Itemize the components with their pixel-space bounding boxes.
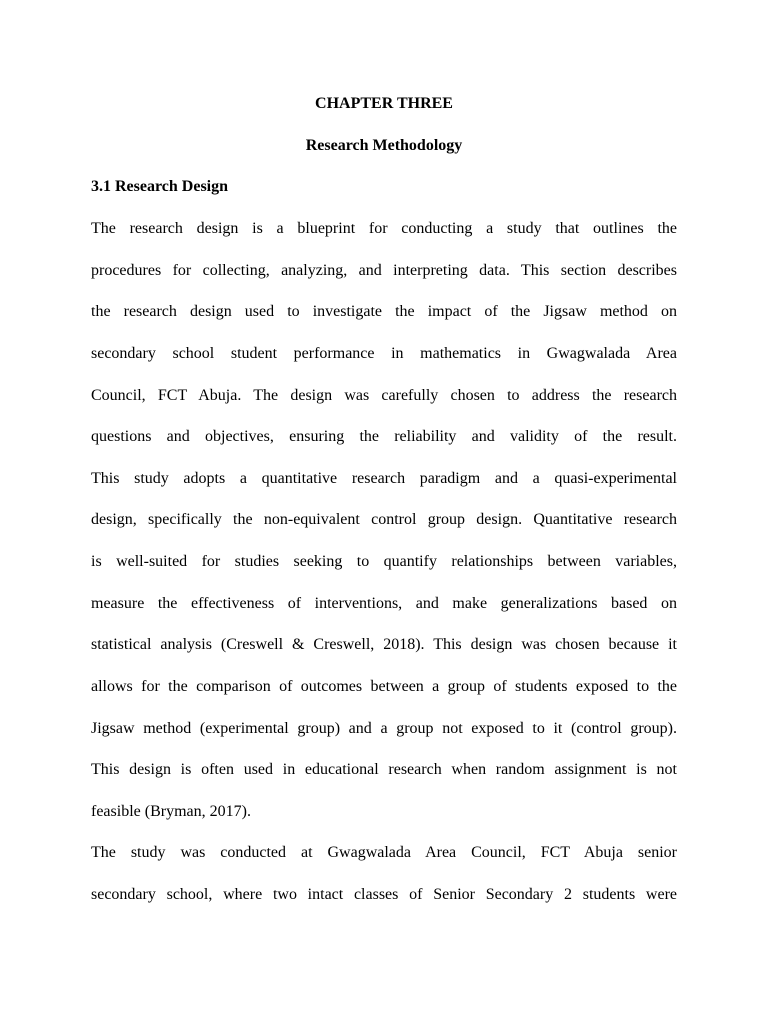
paragraph-line: The research design is a blueprint for conducting a study that outlines the [91,220,677,237]
paragraph-line: feasible (Bryman, 2017). [91,803,251,820]
paragraph-line: design, specifically the non-equivalent control group design. Quantitative research [91,511,677,528]
paragraph-line: Council, FCT Abuja. The design was carefully chosen to address the research [91,387,677,404]
paragraph-line: procedures for collecting, analyzing, and interpreting data. This section describes [91,262,677,279]
paragraph-line: the research design used to investigate the impact of the Jigsaw method on [91,303,677,320]
paragraph-line: measure the effectiveness of interventions, and make generalizations based on [91,595,677,612]
paragraph-line: secondary school, where two intact classes of Senior Secondary 2 students were [91,886,677,903]
paragraph-line: This design is often used in educational research when random assignment is not [91,761,677,778]
paragraph-line: This study adopts a quantitative research paradigm and a quasi-experimental [91,470,677,487]
chapter-subtitle: Research Methodology [305,137,463,154]
chapter-title: CHAPTER THREE [315,95,453,112]
paragraph-line: statistical analysis (Creswell & Creswell, 2018). This design was chosen because it [91,636,677,653]
paragraph-line: The study was conducted at Gwagwalada Area Council, FCT Abuja senior [91,844,677,861]
paragraph-line: Jigsaw method (experimental group) and a group not exposed to it (control group). [91,720,677,737]
paragraph-line: questions and objectives, ensuring the reliability and validity of the result. [91,428,677,445]
paragraph-line: is well-suited for studies seeking to quantify relationships between variables, [91,553,677,570]
paragraph-line: secondary school student performance in mathematics in Gwagwalada Area [91,345,677,362]
paragraph-line: allows for the comparison of outcomes between a group of students exposed to the [91,678,677,695]
section-heading: 3.1 Research Design [91,178,229,195]
